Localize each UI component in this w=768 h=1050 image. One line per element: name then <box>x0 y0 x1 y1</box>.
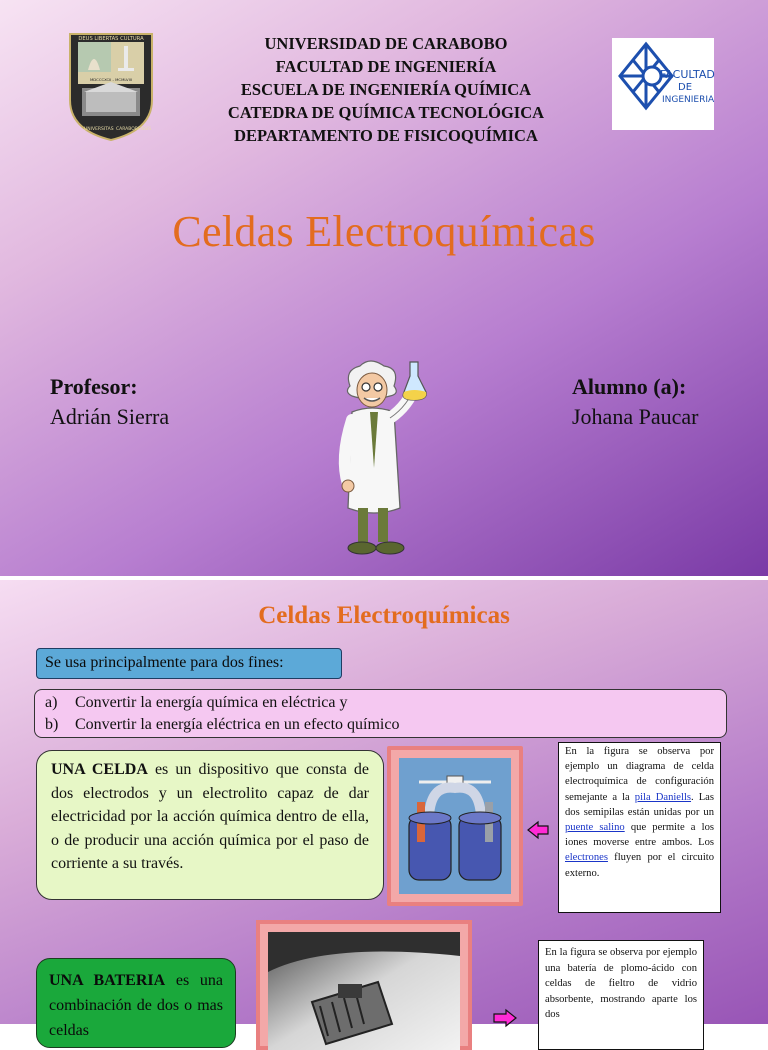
faculty-logo <box>612 38 714 130</box>
presentation-title: Celdas Electroquímicas <box>172 207 596 256</box>
bateria-text: es una combinación de dos o mas celdas <box>49 972 223 1039</box>
profesor-label: Profesor: <box>50 374 138 399</box>
note-text: . Las dos semipilas están unidas por un <box>565 791 715 818</box>
svg-text:UNIVERSITAS: UNIVERSITAS <box>84 127 114 132</box>
note-text: que permite a los iones moverse entre ambos. Los <box>565 822 715 849</box>
electrones-link[interactable]: electrones <box>565 852 608 864</box>
svg-text:INGENIERIA: INGENIERIA <box>662 95 715 105</box>
header-line: UNIVERSIDAD DE CARABOBO <box>264 34 508 53</box>
daniell-note <box>558 742 721 913</box>
slide-title: Celdas Electroquímicas <box>258 602 510 629</box>
svg-text:DEUS LIBERTAS CULTURA: DEUS LIBERTAS CULTURA <box>78 36 144 42</box>
celda-definition <box>36 750 384 900</box>
battery-image <box>268 932 460 1050</box>
fines-list <box>34 689 727 738</box>
header-line: CATEDRA DE QUÍMICA TECNOLÓGICA <box>227 103 545 122</box>
institution-header <box>170 32 602 147</box>
battery-image-frame <box>256 920 472 1050</box>
header-line: DEPARTAMENTO DE FISICOQUÍMICA <box>234 126 538 145</box>
scientist-clipart <box>330 358 430 564</box>
content-slide <box>0 580 768 1039</box>
svg-text:FACULTAD: FACULTAD <box>660 68 715 81</box>
puente-salino-link[interactable]: puente salino <box>565 822 625 834</box>
list-item-text: Convertir la energía eléctrica en un efecto químico <box>75 716 400 733</box>
left-arrow-icon <box>526 820 550 840</box>
daniell-cell-image-frame <box>387 746 523 906</box>
list-item-text: Convertir la energía química en eléctrica y <box>75 694 348 711</box>
list-item <box>45 714 716 736</box>
battery-note: En la figura se observa por ejemplo una batería de plomo-ácido con celdas de fieltro de vidrio absorbente, mostrando aparte los dos <box>538 940 704 1050</box>
daniell-cell-image <box>399 758 511 894</box>
bateria-term: UNA BATERIA <box>49 972 166 989</box>
svg-text:DE: DE <box>678 82 693 93</box>
svg-text:MDCCCXCII - MCMLVIII: MDCCCXCII - MCMLVIII <box>89 77 133 82</box>
svg-text:CARABOBENSIS: CARABOBENSIS <box>116 127 152 132</box>
alumno-label: Alumno (a): <box>572 374 687 399</box>
uso-box: Se usa principalmente para dos fines: <box>36 648 342 679</box>
bateria-definition <box>36 958 236 1048</box>
university-crest <box>66 30 156 142</box>
celda-text: es un dispositivo que consta de dos electrodos y un electrolito capaz de dar electricidad por la acción química dentro de ella, o de producir una acción química por el paso de corriente a su través. <box>51 761 369 872</box>
header-line: FACULTAD DE INGENIERÍA <box>275 57 497 76</box>
profesor-name: Adrián Sierra <box>50 404 170 429</box>
celda-term: UNA CELDA <box>51 761 148 778</box>
list-item-key: b) <box>45 716 59 733</box>
pila-daniells-link[interactable]: pila Daniells <box>634 791 692 803</box>
header-line: ESCUELA DE INGENIERÍA QUÍMICA <box>240 80 532 99</box>
list-item <box>45 692 716 714</box>
note-text: En la figura se observa por ejemplo un diagrama de celda electroquímica de configuración semejante a la <box>565 746 714 803</box>
right-arrow-icon <box>492 1008 518 1028</box>
alumno-name: Johana Paucar <box>572 404 699 429</box>
note-text: fluyen por el circuito externo. <box>565 852 714 879</box>
list-item-key: a) <box>45 694 58 711</box>
